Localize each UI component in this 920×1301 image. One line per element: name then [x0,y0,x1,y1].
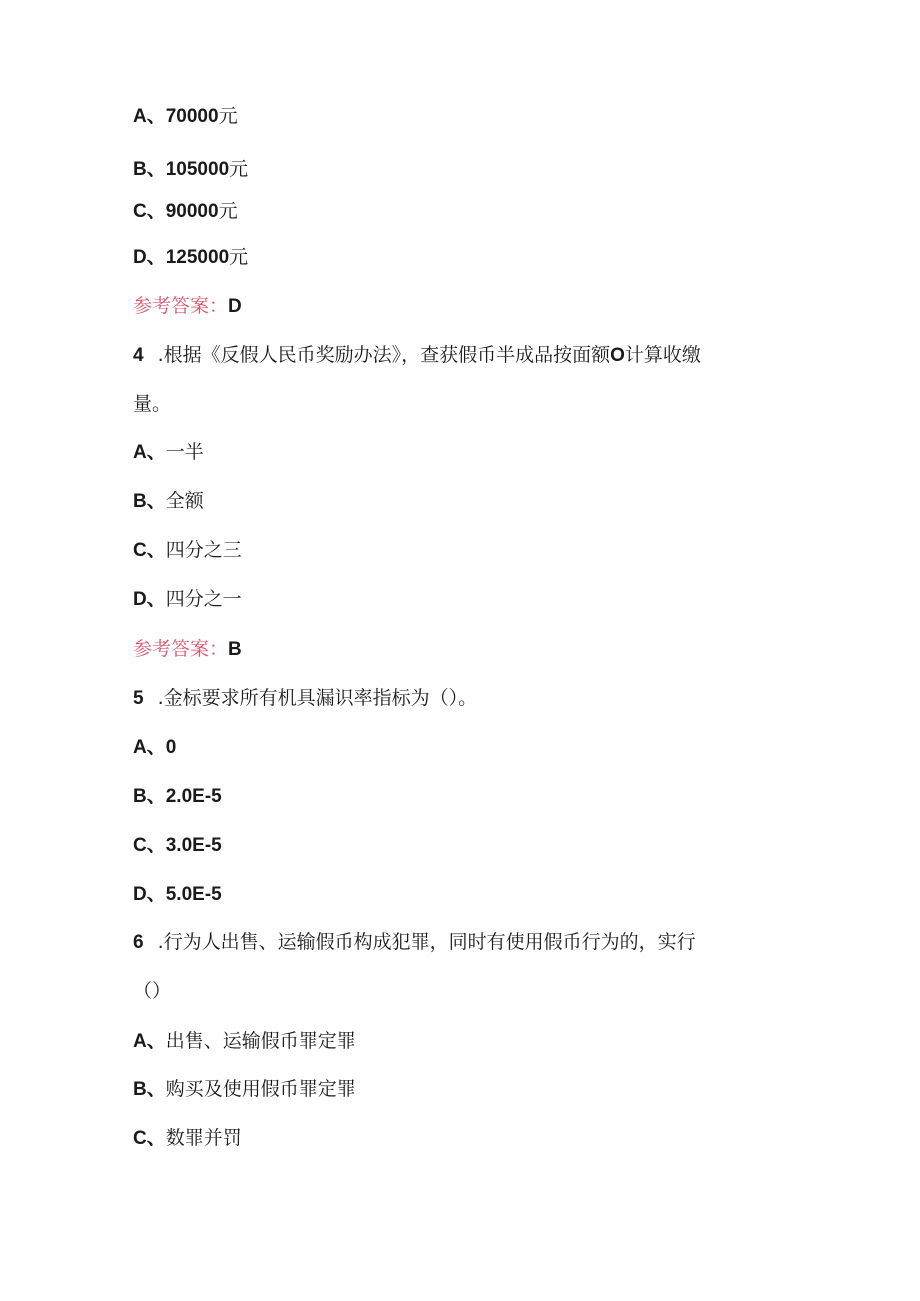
question-4 [133,343,701,368]
reference-answer [133,637,242,662]
option-amount: 125000 [165,247,230,268]
option-label: C、 [133,835,166,856]
question-number: 4 [133,345,144,366]
option-c [133,199,238,224]
question-text: .行为人出售、运输假币构成犯罪，同时有使用假币行为的，实行 [157,931,696,953]
option-label: A、 [133,737,166,758]
option-b [133,157,248,182]
option-label: A、 [133,1031,166,1052]
question-number: 6 [133,932,144,953]
option-b [133,489,204,514]
option-label: B、 [133,491,166,512]
question-6 [133,930,696,955]
option-text: 出售、运输假币罪定罪 [165,1030,356,1052]
option-d [133,245,248,270]
option-text: 5.0E-5 [165,884,222,905]
option-label: C、 [133,201,166,222]
option-amount: 70000 [165,106,219,127]
option-a [133,104,238,129]
question-text-line2: 量。 [133,393,172,415]
option-c [133,538,242,563]
option-c [133,833,222,858]
option-text: 3.0E-5 [165,835,222,856]
option-text: 2.0E-5 [165,786,222,807]
option-d [133,587,242,612]
option-label: C、 [133,1128,166,1149]
reference-answer [133,294,242,319]
question-blank: O [610,345,625,366]
option-text: 购买及使用假币罪定罪 [165,1078,356,1100]
option-amount: 90000 [165,201,219,222]
option-label: D、 [133,884,166,905]
option-text: 数罪并罚 [165,1127,242,1149]
option-text: 四分之三 [165,539,242,561]
option-text: 0 [165,737,177,758]
question-text-line2: （） [133,980,172,1002]
option-text: 全额 [165,490,204,512]
option-d [133,882,222,907]
question-4-line2 [133,392,171,416]
question-number: 5 [133,688,144,709]
question-text: .根据《反假人民币奖励办法》，查获假币半成品按面额 [157,344,611,366]
option-label: D、 [133,247,166,268]
question-text: .金标要求所有机具漏识率指标为（）。 [157,687,478,709]
option-label: B、 [133,1079,166,1100]
option-a [133,440,204,465]
option-text: 四分之一 [165,588,242,610]
option-label: A、 [133,106,166,127]
option-label: D、 [133,589,166,610]
answer-prefix: 参考答案： [133,638,229,660]
option-c [133,1126,242,1151]
option-text: 一半 [165,441,204,463]
question-text-cont: 计算收缴 [624,344,701,366]
question-5 [133,686,477,711]
option-label: A、 [133,442,166,463]
option-unit: 元 [218,200,238,222]
option-unit: 元 [229,158,249,180]
option-b [133,784,222,809]
option-a [133,735,176,760]
question-6-line2 [133,979,171,1003]
answer-value: B [228,639,242,660]
answer-prefix: 参考答案： [133,295,229,317]
option-a [133,1029,356,1054]
option-label: B、 [133,159,166,180]
option-amount: 105000 [165,159,230,180]
option-b [133,1077,356,1102]
option-label: C、 [133,540,166,561]
option-unit: 元 [229,246,249,268]
option-unit: 元 [218,105,238,127]
option-label: B、 [133,786,166,807]
answer-value: D [228,296,242,317]
